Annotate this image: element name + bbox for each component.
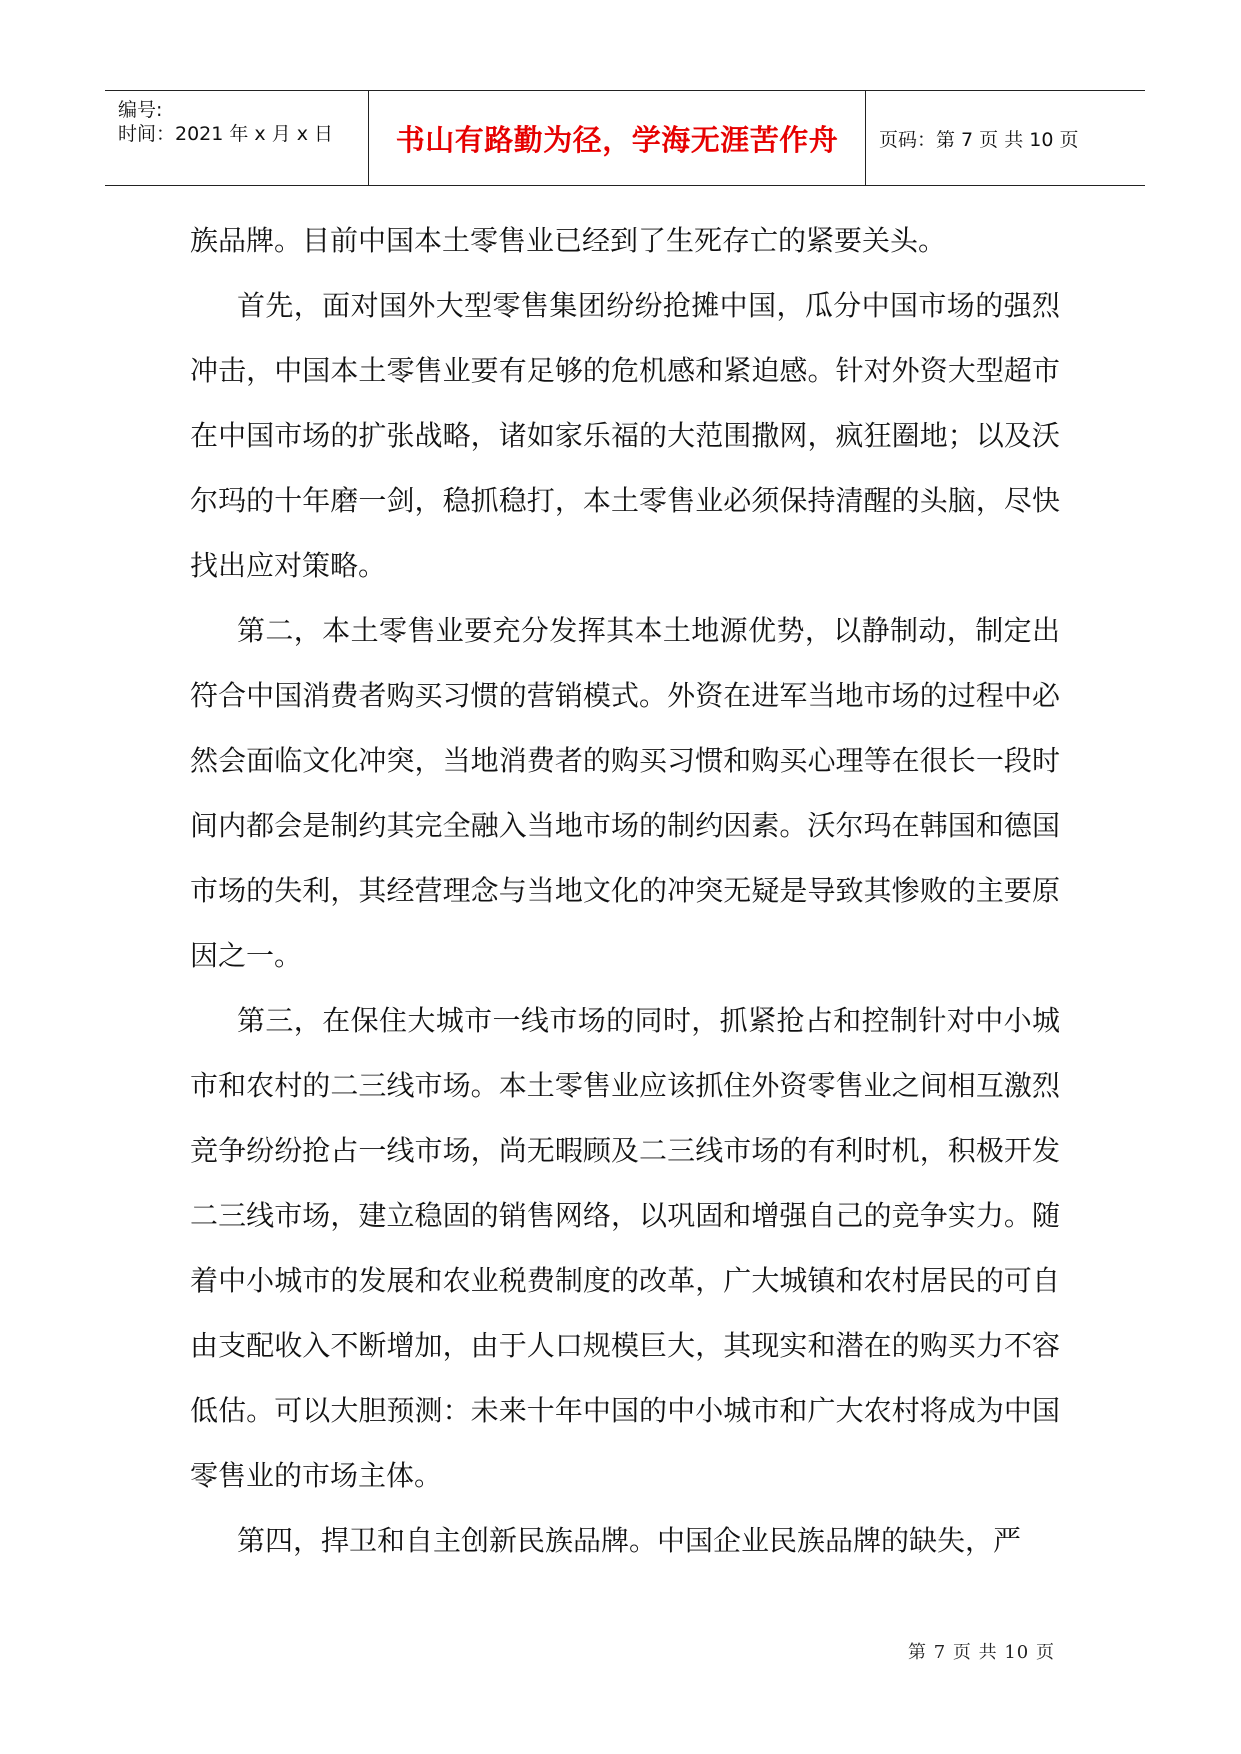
paragraph-first-point: 首先，面对国外大型零售集团纷纷抢摊中国，瓜分中国市场的强烈冲击，中国本土零售业要有足够的危机感和紧迫感。针对外资大型超市在中国市场的扩张战略，诸如家乐福的大范围撒网，疯狂圈地；以及沃尔玛的十年磨一剑，稳抓稳打，本土零售业必须保持清醒的头脑，尽快找出应对策略。 <box>190 289 1060 582</box>
document-body <box>190 208 1060 1573</box>
paragraph-fourth-point: 第四，捍卫和自主创新民族品牌。中国企业民族品牌的缺失，严 <box>237 1524 1022 1557</box>
header-page-cell <box>866 91 1145 185</box>
header-motto: 书山有路勤为径，学海无涯苦作舟 <box>395 122 839 157</box>
paragraph-third-point: 第三，在保住大城市一线市场的同时，抓紧抢占和控制针对中小城市和农村的二三线市场。本土零售业应该抓住外资零售业之间相互激烈竞争纷纷抢占一线市场，尚无暇顾及二三线市场的有利时机，积极开发二三线市场，建立稳固的销售网络，以巩固和增强自己的竞争实力。随着中小城市的发展和农业税费制度的改革，广大城镇和农村居民的可自由支配收入不断增加，由于人口规模巨大，其现实和潜在的购买力不容低估。可以大胆预测：未来十年中国的中小城市和广大农村将成为中国零售业的市场主体。 <box>190 1004 1060 1492</box>
document-number-label: 编号: <box>118 99 163 121</box>
paragraph-second-point: 第二，本土零售业要充分发挥其本土地源优势，以静制动，制定出符合中国消费者购买习惯的营销模式。外资在进军当地市场的过程中必然会面临文化冲突，当地消费者的购买习惯和购买心理等在很长一段时间内都会是制约其完全融入当地市场的制约因素。沃尔玛在韩国和德国市场的失利，其经营理念与当地文化的冲突无疑是导致其惨败的主要原因之一。 <box>190 614 1060 972</box>
header-page-info: 页码：第 7 页 共 10 页 <box>879 128 1079 151</box>
document-time-label: 时间：2021 年 x 月 x 日 <box>118 123 334 145</box>
document-header <box>105 90 1145 186</box>
page-footer: 第 7 页 共 10 页 <box>908 1642 1055 1663</box>
header-motto-cell <box>369 91 866 185</box>
header-meta-cell <box>105 91 369 185</box>
paragraph-continuation: 族品牌。目前中国本土零售业已经到了生死存亡的紧要关头。 <box>190 224 947 257</box>
